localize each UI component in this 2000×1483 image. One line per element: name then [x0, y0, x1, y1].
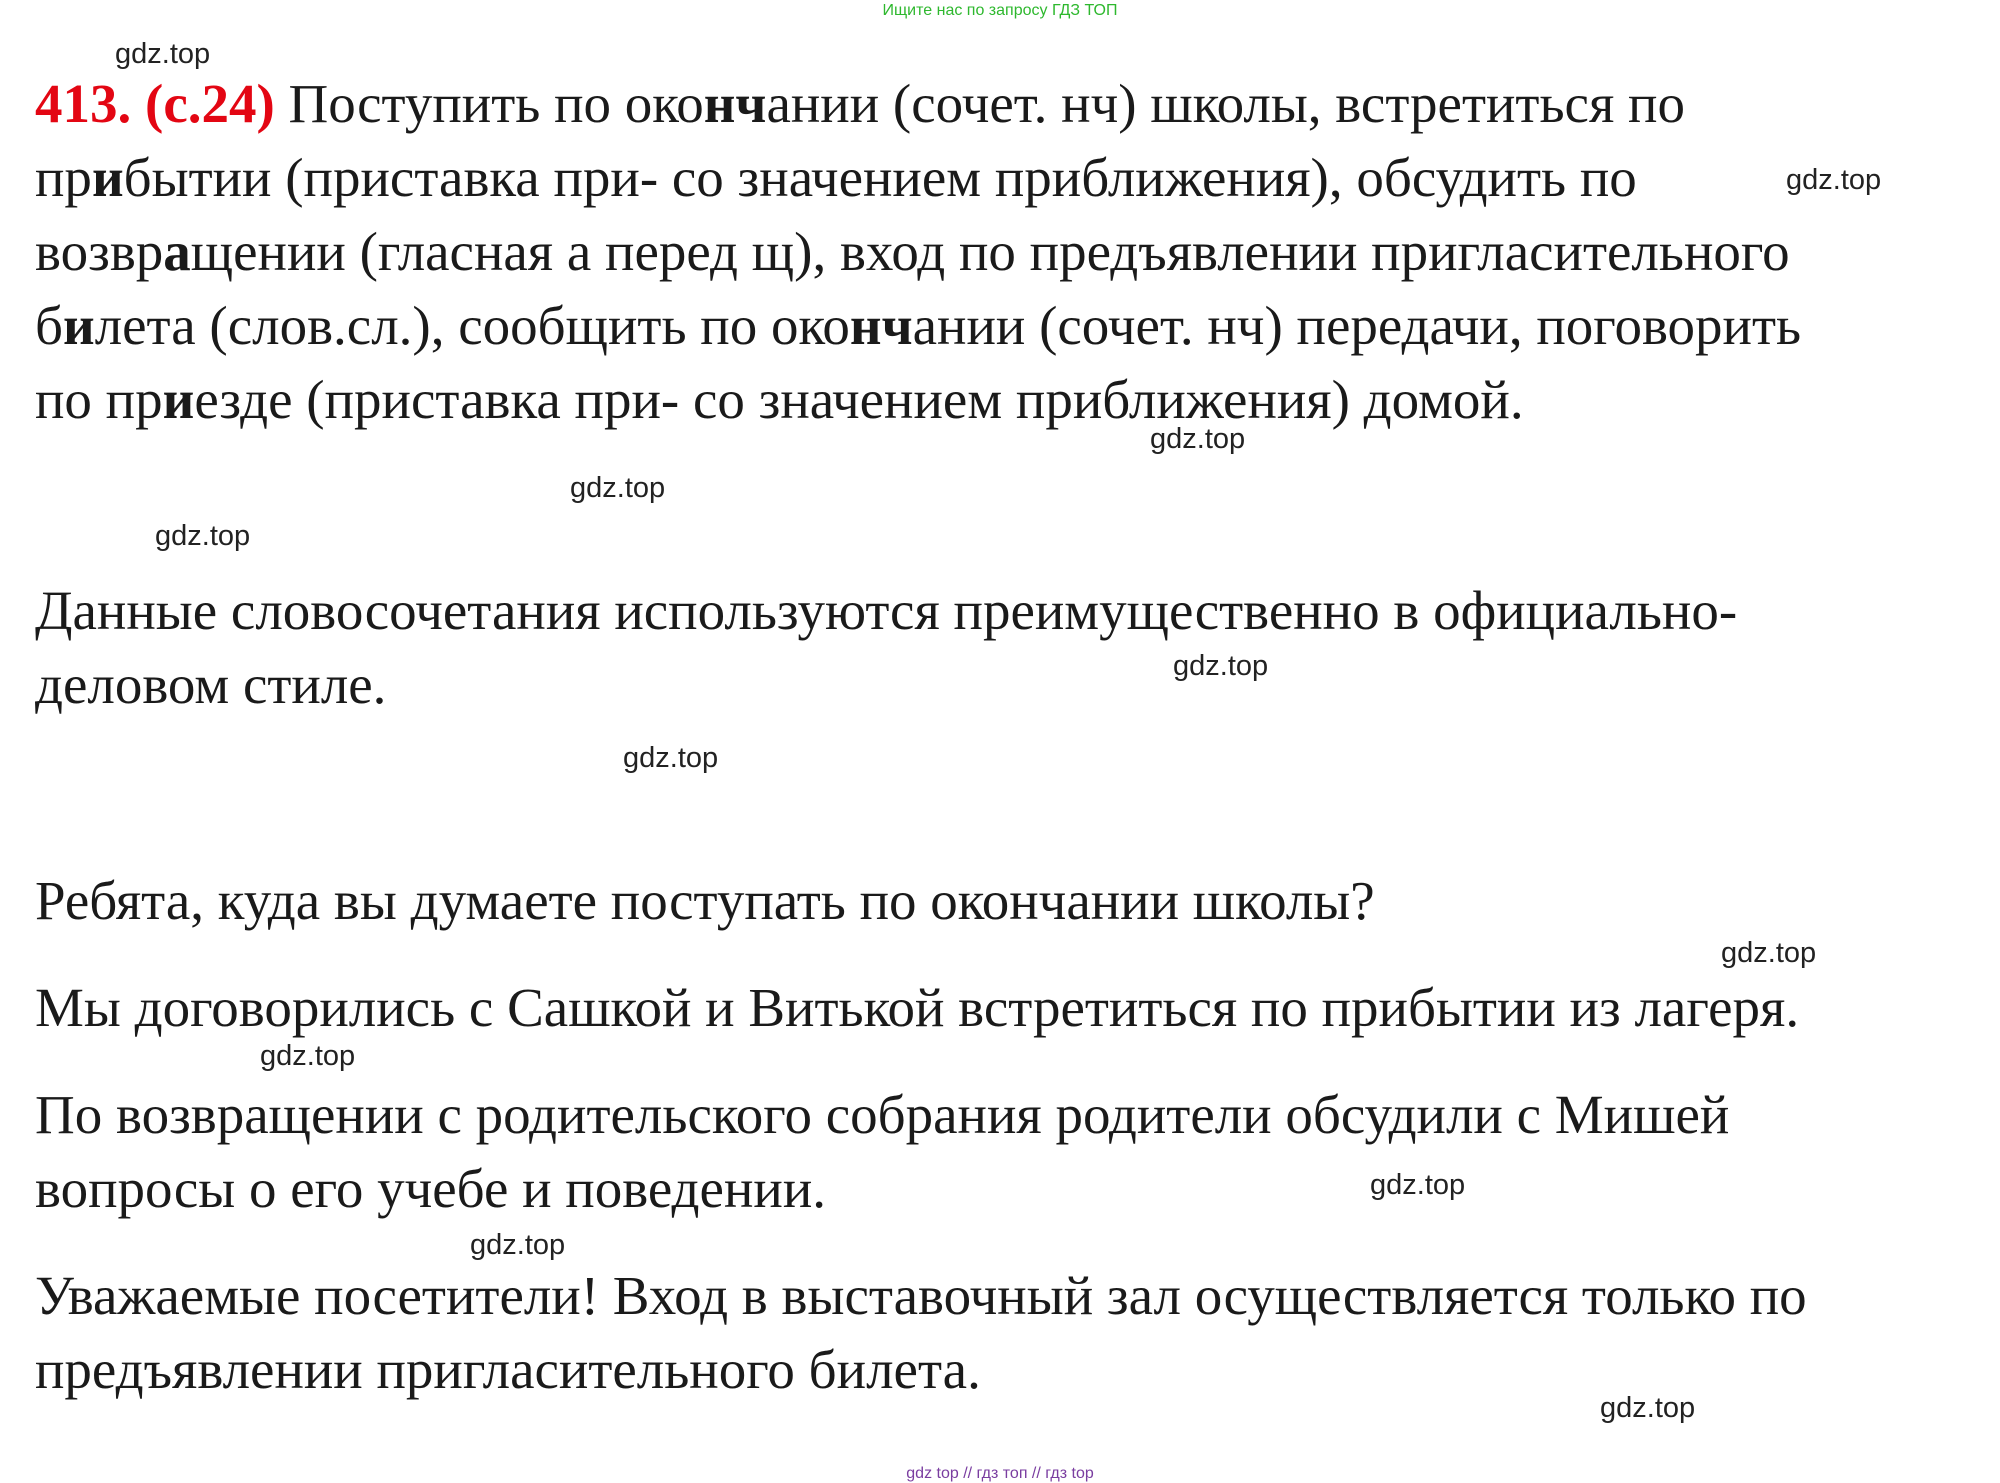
- highlighted-letters: нч: [703, 73, 767, 134]
- text-fragment: пр: [35, 147, 92, 208]
- highlighted-letters: и: [162, 369, 195, 430]
- example-line: предъявлении пригласительного билета.: [35, 1339, 981, 1400]
- exercise-line: [35, 289, 1975, 363]
- example-sentence: [35, 1078, 1975, 1226]
- example-line: Ребята, куда вы думаете поступать по окончании школы?: [35, 870, 1375, 931]
- text-fragment: б: [35, 295, 63, 356]
- watermark: gdz.top: [1600, 1392, 1696, 1424]
- watermark: gdz.top: [1150, 423, 1246, 455]
- watermark: gdz.top: [570, 472, 666, 504]
- text-fragment: езде (приставка при- со значением приближения) домой.: [194, 369, 1524, 430]
- watermark: gdz.top: [155, 520, 251, 552]
- footer-links: gdz top // гдз топ // гдз top: [906, 1465, 1094, 1482]
- text-fragment: ании (сочет. нч) передачи, поговорить: [912, 295, 1802, 356]
- highlighted-letters: и: [91, 147, 124, 208]
- exercise-line: [35, 141, 1975, 215]
- exercise-number: 413. (с.24): [35, 73, 275, 134]
- watermark: gdz.top: [1173, 650, 1269, 682]
- highlighted-letters: а: [163, 221, 191, 282]
- exercise-line: [35, 215, 1975, 289]
- note-line: Данные словосочетания используются преимущественно в официально-: [35, 580, 1738, 641]
- watermark: gdz.top: [1721, 937, 1817, 969]
- watermark: gdz.top: [623, 742, 719, 774]
- example-sentence: [35, 864, 1975, 938]
- example-line: вопросы о его учебе и поведении.: [35, 1158, 827, 1219]
- example-sentence: [35, 1259, 1975, 1407]
- example-line: Уважаемые посетители! Вход в выставочный зал осуществляется только по: [35, 1265, 1807, 1326]
- exercise-paragraph: [35, 67, 1975, 437]
- example-sentence: [35, 971, 1975, 1045]
- highlighted-letters: и: [62, 295, 95, 356]
- watermark: gdz.top: [260, 1040, 356, 1072]
- style-note-paragraph: [35, 574, 1975, 722]
- text-fragment: Поступить по око: [274, 73, 704, 134]
- exercise-line: [35, 67, 1975, 141]
- text-fragment: бытии (приставка при- со значением приближения), обсудить по: [123, 147, 1637, 208]
- text-fragment: по пр: [35, 369, 163, 430]
- search-banner: Ищите нас по запросу ГДЗ ТОП: [882, 2, 1118, 19]
- text-fragment: лета (слов.сл.), сообщить по око: [94, 295, 850, 356]
- exercise-line: [35, 363, 1975, 437]
- text-fragment: ании (сочет. нч) школы, встретиться по: [766, 73, 1685, 134]
- highlighted-letters: нч: [849, 295, 913, 356]
- watermark: gdz.top: [1786, 164, 1882, 196]
- watermark: gdz.top: [115, 38, 211, 70]
- text-fragment: щении (гласная а перед щ), вход по предъявлении пригласительного: [190, 221, 1790, 282]
- note-line: деловом стиле.: [35, 654, 387, 715]
- text-fragment: возвр: [35, 221, 164, 282]
- example-line: Мы договорились с Сашкой и Витькой встретиться по прибытии из лагеря.: [35, 977, 1800, 1038]
- watermark: gdz.top: [1370, 1169, 1466, 1201]
- example-line: По возвращении с родительского собрания родители обсудили с Мишей: [35, 1084, 1730, 1145]
- watermark: gdz.top: [470, 1229, 566, 1261]
